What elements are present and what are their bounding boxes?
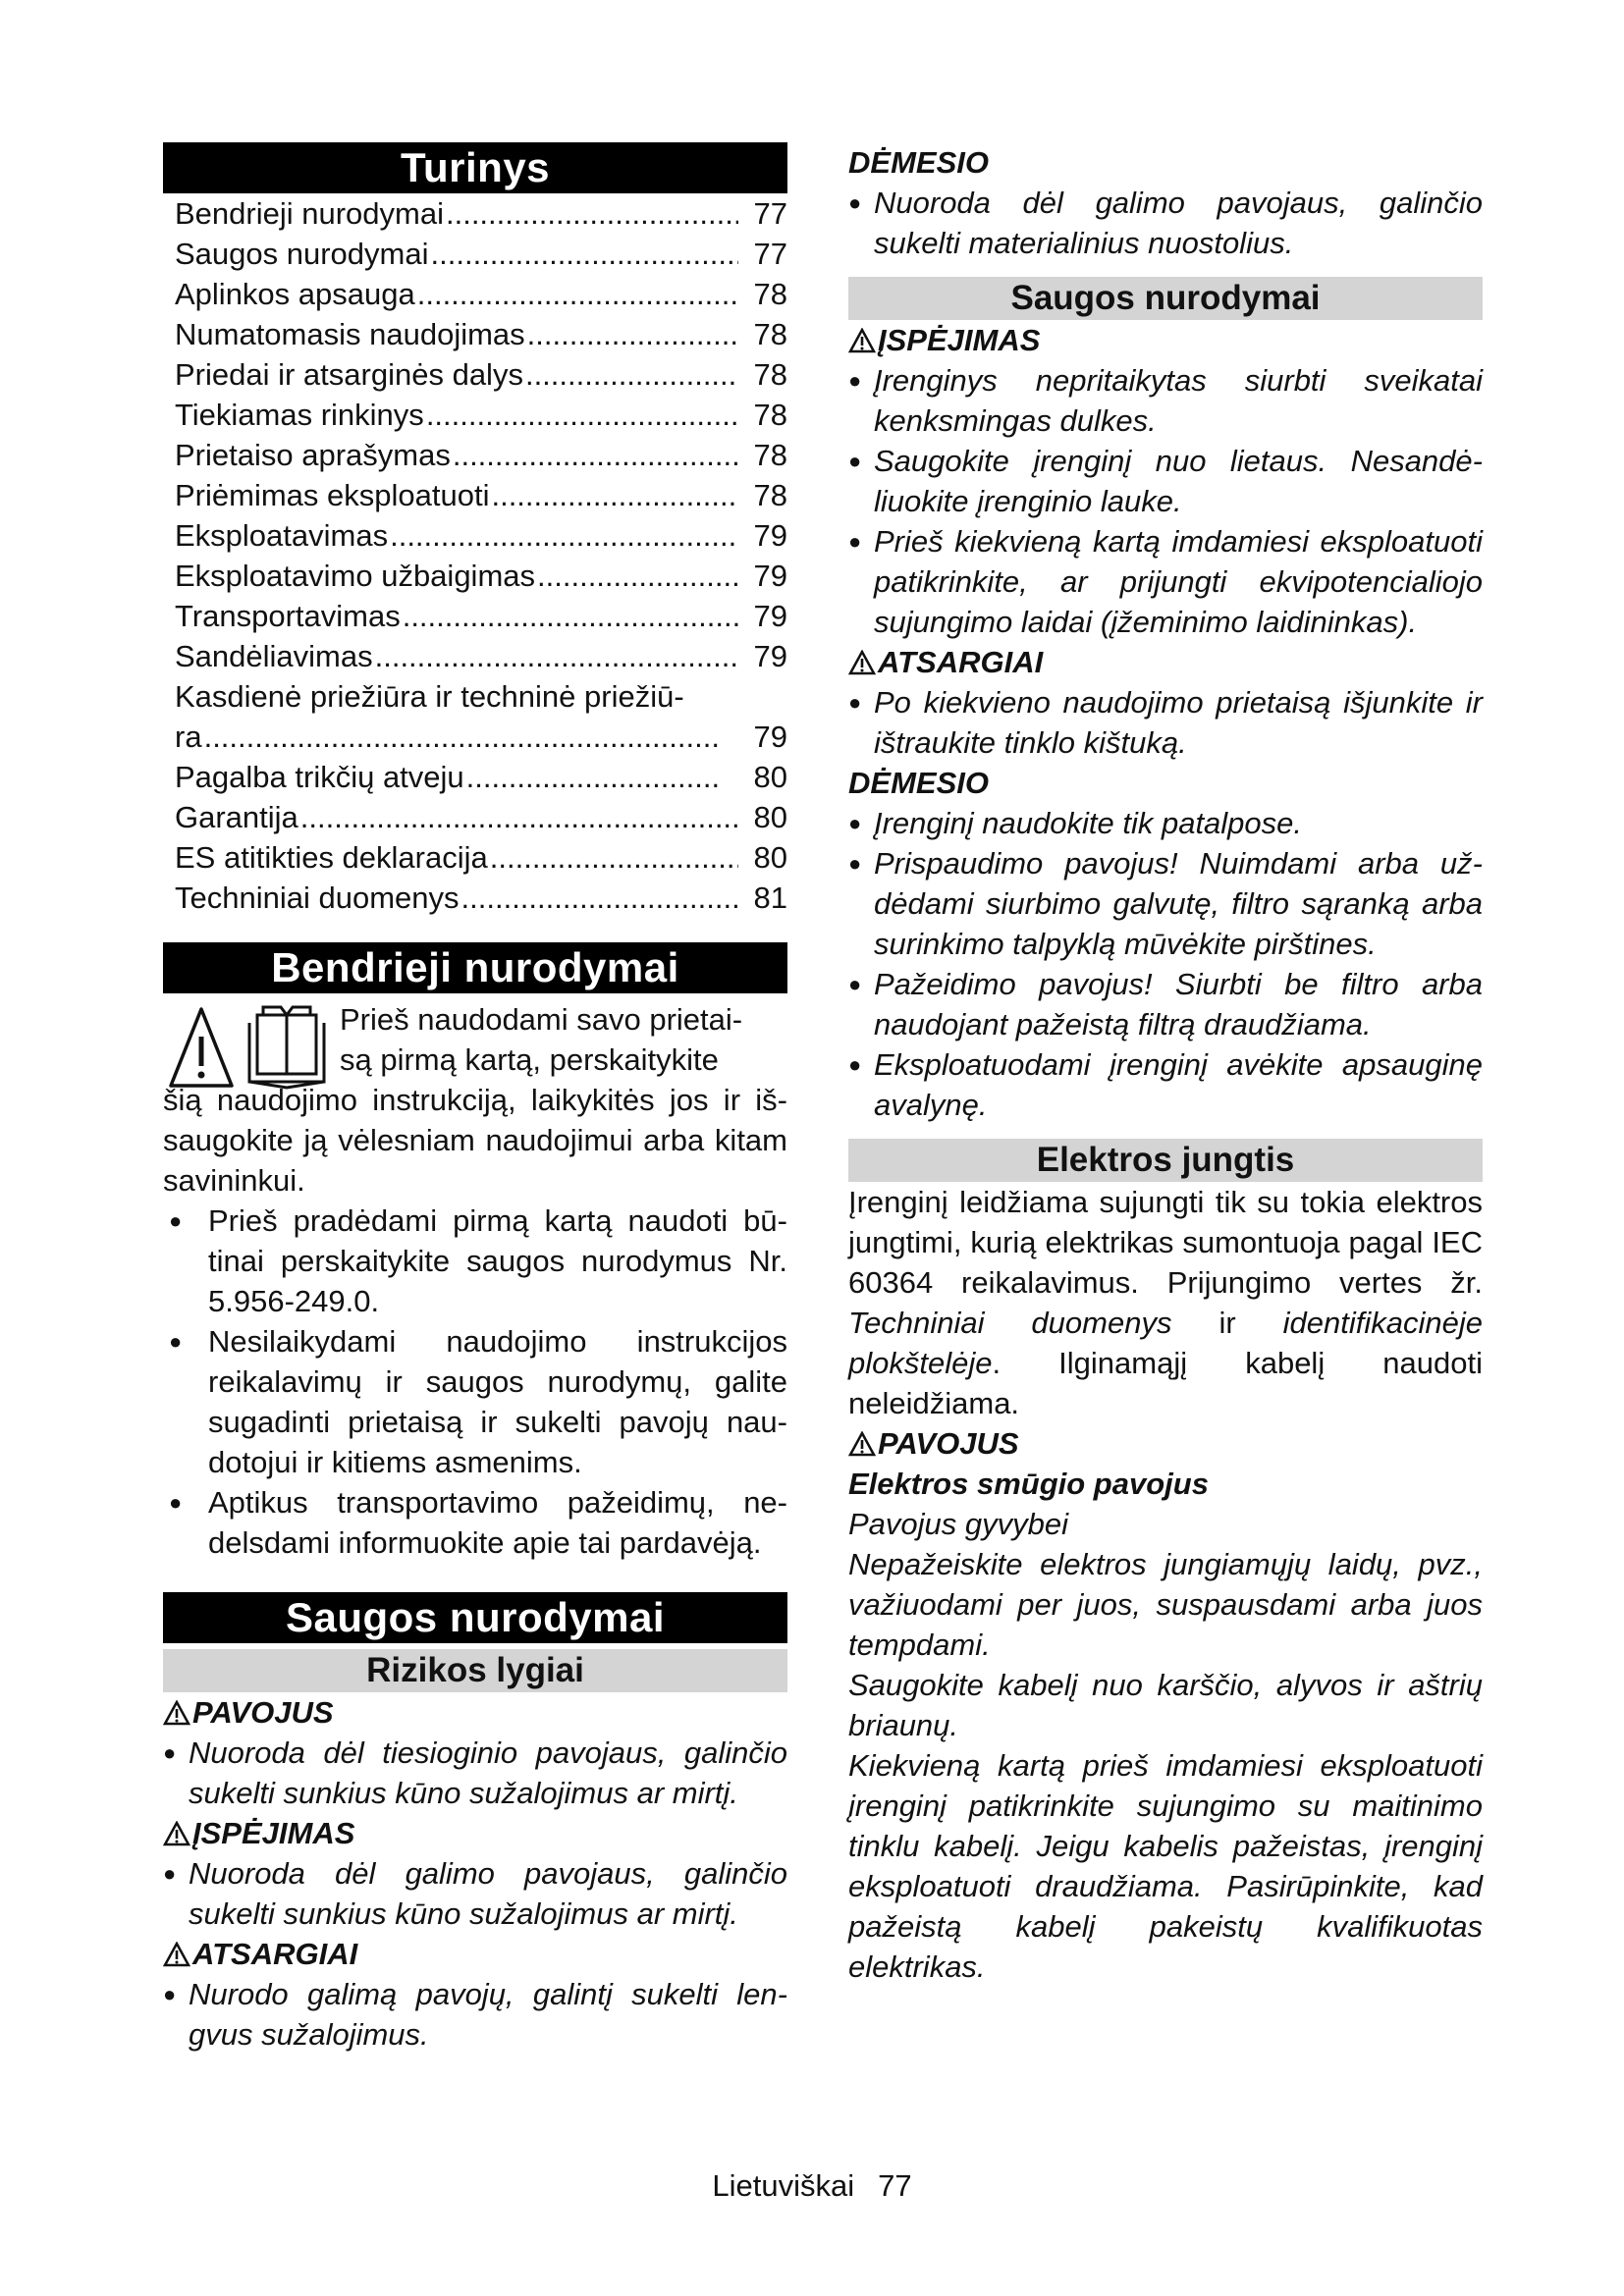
attention-label: DĖMESIO [848,766,989,800]
warning-triangle-icon [171,1009,232,1086]
warning-bullet: ● Prieš kiekvieną kartą imdamiesi eksploatuoti patikrinkite, ar prijungti ekvipotencialiojo sujungimo laidai (įžeminimo laidininkas). [848,521,1483,642]
toc-entry[interactable]: Priėmimas eksploatuoti ..... 78 [175,475,787,515]
toc-entry[interactable]: Garantija ..... 80 [175,797,787,837]
warning-and-manual-icon [167,1003,334,1094]
attention-bullet: ● Pažeidimo pavojus! Siurbti be filtro arba naudojant pažeistą filtrą draudžiama. [848,964,1483,1044]
manual-book-icon [249,1007,324,1088]
caution-bullet: ● Po kiekvieno naudojimo prietaisą išjunkite ir ištraukite tinklo kištuką. [848,682,1483,763]
danger-label: PAVOJUS [848,1423,1483,1464]
page-footer [0,2165,1624,2206]
toc-entry[interactable]: Saugos nurodymai ..... 77 [175,234,787,274]
toc-entry[interactable]: ra ..... 79 [175,717,787,757]
risk-level-text: ● Nurodo galimą pavojų, galintį sukelti lengvus sužalojimus. [163,1974,787,2055]
hazard-text: Pavojus gyvybei [848,1507,1069,1541]
left-column [163,142,787,2055]
warning-triangle-icon [848,650,876,675]
warning-bullet: ● Įrenginys nepritaikytas siurbti sveikatai kenksmingas dulkes. [848,360,1483,441]
warning-label: ĮSPĖJIMAS [163,1813,787,1853]
attention-bullet: ● Eksploatuodami įrenginį avėkite apsauginę avalynę. [848,1044,1483,1125]
warning-triangle-icon [848,1431,876,1457]
risk-level-text: ● Nuoroda dėl galimo pavojaus, galinčio sukelti materialinius nuostolius. [848,183,1483,263]
toc-entry[interactable]: Priedai ir atsarginės dalys ..... 78 [175,354,787,395]
warning-label: ĮSPĖJIMAS [848,320,1483,360]
attention-bullet: ● Įrenginį naudokite tik patalpose. [848,803,1483,843]
toc-entry[interactable]: Techniniai duomenys ..... 81 [175,878,787,918]
warning-triangle-icon [848,328,876,353]
safety-subheading: Saugos nurodymai [848,277,1483,320]
toc-entry[interactable]: Bendrieji nurodymai ..... 77 [175,193,787,234]
toc-heading: Turinys [163,142,787,193]
toc-entry[interactable]: Eksploatavimo užbaigimas ..... 79 [175,556,787,596]
caution-label: ATSARGIAI [848,642,1483,682]
hazard-text: Saugokite kabelį nuo karščio, alyvos ir aštrių briaunų. [848,1668,1483,1742]
toc-entry[interactable]: ES atitikties deklaracija ..... 80 [175,837,787,878]
page-number: 77 [878,2168,912,2203]
shock-hazard-title: Elektros smūgio pavojus [848,1467,1209,1501]
intro-block [163,999,787,1120]
toc-entry[interactable]: Pagalba trikčių atveju ..... 80 [175,757,787,797]
toc-entry[interactable]: Eksploatavimas ..... 79 [175,515,787,556]
general-heading: Bendrieji nurodymai [163,942,787,993]
toc-entry[interactable]: Sandėliavimas ..... 79 [175,636,787,676]
toc-entry[interactable]: Aplinkos apsauga ..... 78 [175,274,787,314]
table-of-contents [163,193,787,918]
general-bullet: ● Aptikus transportavimo pažeidimų, nedelsdami informuokite apie tai pardavėją. [163,1482,787,1563]
electric-paragraph: Įrenginį leidžiama sujungti tik su tokia elektros jungtimi, kurią elektrikas sumontuoja pagal IEC 60364 reikalavimus. Prijungimo vertes žr. Techniniai duomenys ir identifikacinėje plokštelėje. Ilginamąjį kabelį naudoti neleidžiama. [848,1185,1483,1420]
warning-bullet: ● Saugokite įrenginį nuo lietaus. Nesandėliuokite įrenginio lauke. [848,441,1483,521]
general-bullet: ● Prieš pradėdami pirmą kartą naudoti būtinai perskaitykite saugos nurodymus Nr. 5.956-249.0. [163,1201,787,1321]
risk-levels-heading: Rizikos lygiai [163,1649,787,1692]
safety-heading: Saugos nurodymai [163,1592,787,1643]
warning-triangle-icon [163,1821,190,1846]
electric-heading: Elektros jungtis [848,1139,1483,1182]
warning-triangle-icon [163,1942,190,1967]
intro-continued: šią naudojimo instrukciją, laikykitės jos ir išsaugokite ją vėlesniam naudojimui arba kitam savininkui. [163,1083,787,1198]
footer-language: Lietuviškai [712,2168,855,2203]
toc-entry-line1[interactable]: Kasdienė priežiūra ir techninė priežiū- [175,679,684,714]
attention-label: DĖMESIO [848,145,989,180]
toc-entry[interactable]: Tiekiamas rinkinys ..... 78 [175,395,787,435]
toc-entry[interactable]: Prietaiso aprašymas ..... 78 [175,435,787,475]
right-column [848,142,1483,1987]
risk-level-text: ● Nuoroda dėl tiesioginio pavojaus, galinčio sukelti sunkius kūno sužalojimus ar mirtį. [163,1733,787,1813]
attention-bullet: ● Prispaudimo pavojus! Nuimdami arba uždėdami siurbimo galvutę, filtro sąranką arba surinkimo talpyklą mūvėkite pirštines. [848,843,1483,964]
danger-label: PAVOJUS [163,1692,787,1733]
toc-entry[interactable]: Transportavimas ..... 79 [175,596,787,636]
caution-label: ATSARGIAI [163,1934,787,1974]
hazard-text: Kiekvieną kartą prieš imdamiesi eksploatuoti įrenginį patikrinkite sujungimo su maitinimo tinklu kabelį. Jeigu kabelis pažeistas, įrenginį eksploatuoti draudžiama. Pasirūpinkite, kad pažeistą kabelį pakeistų kvalifikuotas elektrikas. [848,1748,1483,1984]
toc-entry[interactable]: Numatomasis naudojimas ..... 78 [175,314,787,354]
general-bullet: ● Nesilaikydami naudojimo instrukcijos reikalavimų ir saugos nurodymų, galite sugadinti prietaisą ir sukelti pavojų naudotojui ir kitiems asmenims. [163,1321,787,1482]
intro-text: Prieš naudodami savo prietai- są pirmą kartą, perskaitykite [340,1002,743,1077]
warning-triangle-icon [163,1700,190,1726]
risk-level-text: ● Nuoroda dėl galimo pavojaus, galinčio sukelti sunkius kūno sužalojimus ar mirtį. [163,1853,787,1934]
hazard-text: Nepažeiskite elektros jungiamųjų laidų, pvz., važiuodami per juos, suspausdami arba juos tempdami. [848,1547,1483,1662]
